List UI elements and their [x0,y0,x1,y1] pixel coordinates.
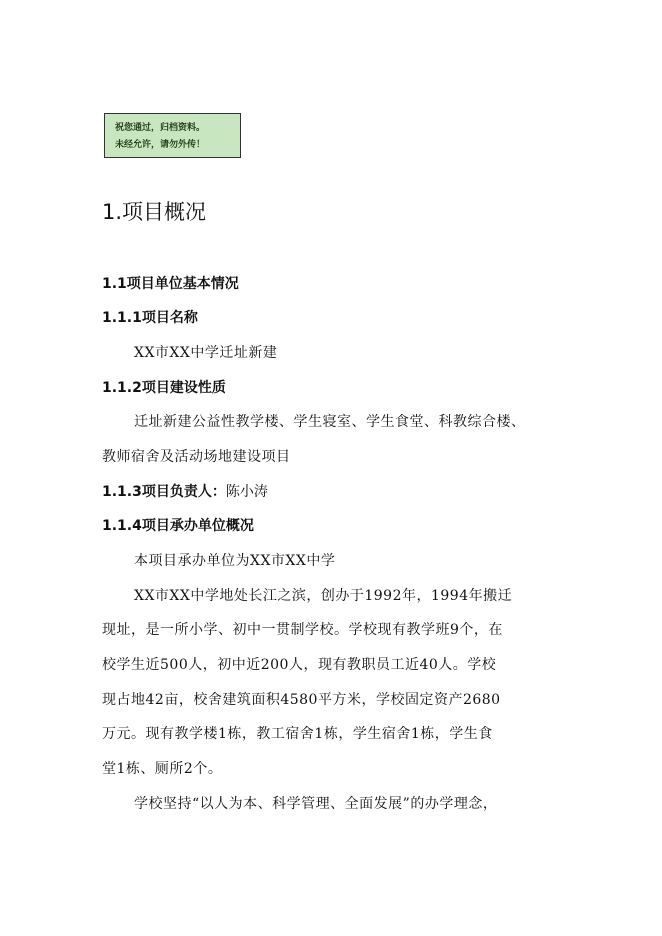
paragraph-line-2: 现址，是一所小学、初中一贯制学校。学校现有教学班9个，在 [102,622,503,638]
section-heading-1-1-4: 1.1.4项目承办单位概况 [102,518,254,534]
nature-text-line-1: 迁址新建公益性教学楼、学生寝室、学生食堂、科教综合楼、 [134,414,526,430]
project-name-text: XX市XX中学迁址新建 [134,345,278,361]
section-heading-1-1-2: 1.1.2项目建设性质 [102,380,226,396]
paragraph-line-3: 校学生近500人，初中近200人，现有教职员工近40人。学校 [102,657,497,673]
leader-name: 陈小涛 [225,484,268,500]
notice-line-1: 祝您通过，归档资料。 [115,123,206,133]
section-heading-1-1-3 [102,480,268,504]
paragraph-line-4: 现占地42亩，校舍建筑面积4580平方米，学校固定资产2680 [102,692,501,708]
paragraph-line-6: 堂1栋、厕所2个。 [102,761,223,777]
nature-text-line-2: 教师宿舍及活动场地建设项目 [102,449,291,465]
paragraph-line-1: XX市XX中学地处长江之滨，创办于1992年，1994年搬迁 [134,588,513,604]
paragraph-line-5: 万元。现有教学楼1栋，教工宿舍1栋，学生宿舍1栋，学生食 [102,726,493,742]
notice-box [104,113,241,158]
section-heading-1-1-1: 1.1.1项目名称 [102,310,198,326]
leader-label: 1.1.3项目负责人： [102,484,226,500]
notice-line-2: 未经允许，请勿外传！ [115,140,206,150]
unit-text: 本项目承办单位为XX市XX中学 [134,553,336,569]
section-heading-1: 1.项目概况 [102,200,207,224]
paragraph-last-line: 学校坚持“以人为本、科学管理、全面发展”的办学理念， [134,796,498,812]
section-heading-1-1: 1.1项目单位基本情况 [102,276,239,292]
